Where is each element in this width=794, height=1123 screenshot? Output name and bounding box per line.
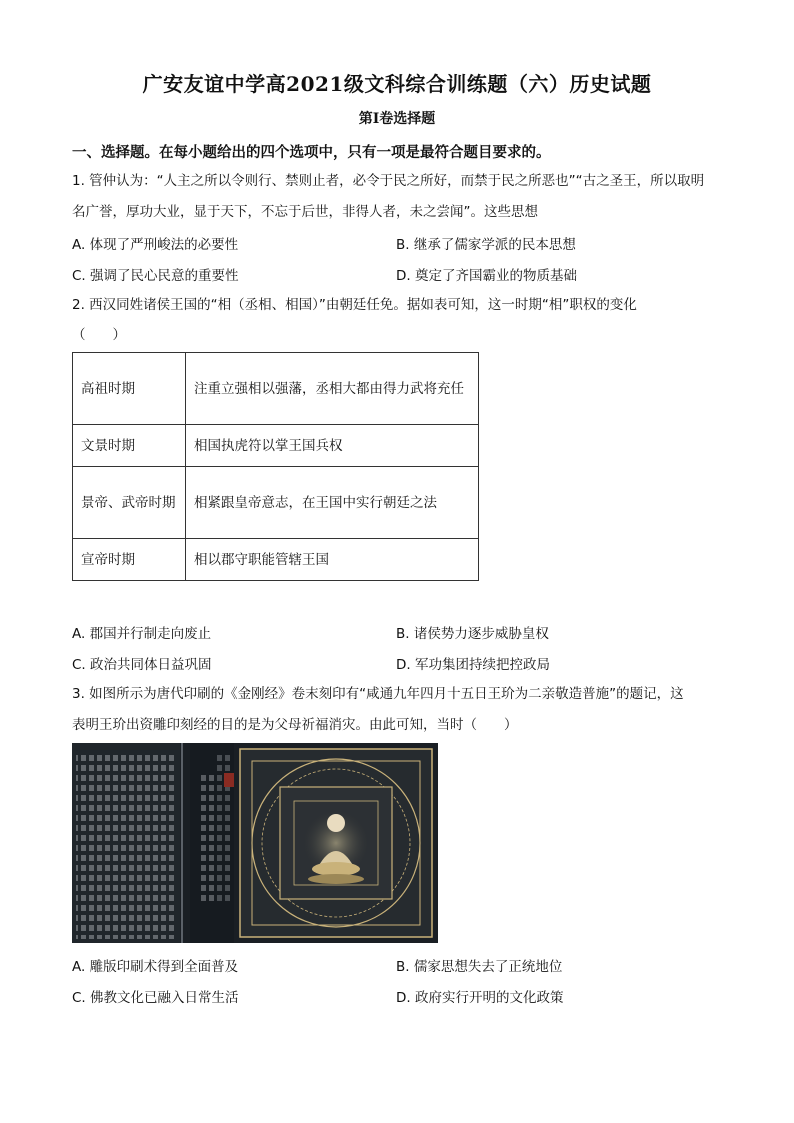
table-cell-desc: 相紧跟皇帝意志，在王国中实行朝廷之法 — [186, 467, 479, 539]
table-cell-period: 景帝、武帝时期 — [73, 467, 186, 539]
q2-stem-line1: 2. 西汉同姓诸侯王国的“相（丞相、相国）”由朝廷任免。据如表可知，这一时期“相”职权的变化 — [72, 297, 637, 313]
q2-table — [72, 352, 479, 581]
q1-option-b[interactable]: B. 继承了儒家学派的民本思想 — [396, 237, 576, 253]
diamond-sutra-image — [72, 743, 438, 943]
q2-stem-line2: （ ） — [72, 327, 126, 343]
q3-stem-line1: 3. 如图所示为唐代印刷的《金刚经》卷末刻印有“咸通九年四月十五日王玠为二亲敬造普施”的题记，这 — [72, 686, 684, 702]
table-cell-period: 文景时期 — [73, 425, 186, 467]
q3-stem-line2: 表明王玠出资雕印刻经的目的是为父母祈福消灾。由此可知，当时（ ） — [72, 717, 518, 733]
diamond-sutra-illustration — [72, 743, 438, 943]
section-heading: 一、选择题。在每小题给出的四个选项中，只有一项是最符合题目要求的。 — [72, 145, 551, 161]
table-row — [73, 425, 479, 467]
page-title: 广安友谊中学高2021级文科综合训练题（六）历史试题 — [142, 72, 652, 96]
q1-stem-line2: 名广誉，厚功大业，显于天下，不忘于后世，非得人者，未之尝闻”。这些思想 — [72, 204, 538, 220]
q1-option-d[interactable]: D. 奠定了齐国霸业的物质基础 — [396, 268, 577, 284]
q2-option-c[interactable]: C. 政治共同体日益巩固 — [72, 657, 212, 673]
q2-option-a[interactable]: A. 郡国并行制走向废止 — [72, 626, 212, 642]
table-cell-period: 宣帝时期 — [73, 539, 186, 581]
section-subtitle: 第Ⅰ卷选择题 — [358, 111, 436, 127]
table-cell-desc: 相以郡守职能管辖王国 — [186, 539, 479, 581]
q1-option-a[interactable]: A. 体现了严刑峻法的必要性 — [72, 237, 239, 253]
q2-option-d[interactable]: D. 军功集团持续把控政局 — [396, 657, 550, 673]
table-cell-desc: 相国执虎符以掌王国兵权 — [186, 425, 479, 467]
table-cell-desc: 注重立强相以强藩，丞相大都由得力武将充任 — [186, 353, 479, 425]
table-row — [73, 539, 479, 581]
table-row — [73, 353, 479, 425]
q1-stem-line1: 1. 管仲认为：“人主之所以令则行、禁则止者，必令于民之所好，而禁于民之所恶也”“古之圣王，所以取明 — [72, 173, 705, 189]
q1-option-c[interactable]: C. 强调了民心民意的重要性 — [72, 268, 239, 284]
q3-option-d[interactable]: D. 政府实行开明的文化政策 — [396, 990, 564, 1006]
q3-option-b[interactable]: B. 儒家思想失去了正统地位 — [396, 959, 563, 975]
q2-option-b[interactable]: B. 诸侯势力逐步威胁皇权 — [396, 626, 549, 642]
table-row — [73, 467, 479, 539]
table-cell-period: 高祖时期 — [73, 353, 186, 425]
q3-option-c[interactable]: C. 佛教文化已融入日常生活 — [72, 990, 239, 1006]
q3-option-a[interactable]: A. 雕版印刷术得到全面普及 — [72, 959, 239, 975]
